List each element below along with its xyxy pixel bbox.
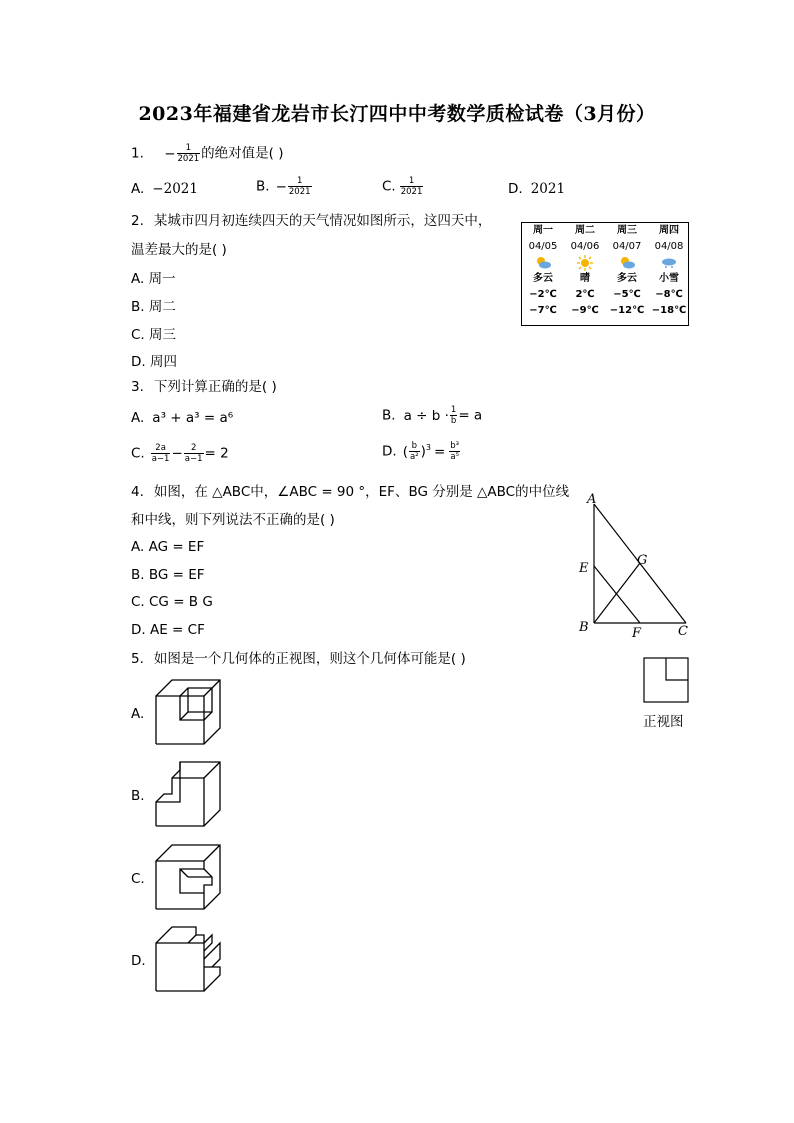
- weather-day-2: 周二 04/06 晴 2℃ −9℃: [564, 223, 606, 319]
- triangle-figure: [574, 490, 696, 640]
- option-c[interactable]: C. $\frac{2a}{a-1}$ − $\frac{2}{a-1}$ = 2: [131, 443, 229, 464]
- option-b[interactable]: B. − $\frac{1}{2021}$: [256, 176, 311, 197]
- weather-day-1: 周一 04/05 多云 −2℃ −7℃: [522, 223, 564, 319]
- front-view-figure: [642, 656, 690, 706]
- point-label-f: F: [632, 626, 642, 640]
- option-b[interactable]: B. 周二: [131, 299, 176, 315]
- question-2-line2: 温差最大的是( ): [131, 242, 227, 258]
- question-2: 2. 某城市四月初连续四天的天气情况如图所示，这四天中，: [131, 213, 492, 229]
- cube-option-d: [154, 925, 224, 995]
- option-c[interactable]: C.: [131, 871, 145, 887]
- sign: −: [164, 145, 176, 162]
- weather-table: [521, 222, 689, 326]
- fraction: $\frac{1}{2021}$: [177, 143, 200, 164]
- option-d[interactable]: D. AE = CF: [131, 622, 205, 638]
- option-a[interactable]: A.: [131, 706, 145, 722]
- sunny-icon: [564, 255, 606, 271]
- option-d[interactable]: D. ( $\frac{b}{\text{a²}}$ )$^3$ = $\frac{\text{b³}}{\text{a⁵}}$: [382, 441, 460, 462]
- front-view-label: 正视图: [643, 714, 684, 730]
- partly-cloudy-icon: [522, 255, 564, 271]
- option-d[interactable]: D.: [131, 953, 146, 969]
- point-label-c: C: [678, 624, 688, 639]
- cube-option-b: [154, 760, 224, 830]
- weather-day-4: 周四 04/08 小雪 −8℃ −18℃: [648, 223, 690, 319]
- partly-cloudy-icon: [606, 255, 648, 271]
- option-a[interactable]: A. 周一: [131, 271, 176, 287]
- point-label-g: G: [637, 553, 648, 568]
- question-5: 5. 如图是一个几何体的正视图，则这个几何体可能是( ): [131, 651, 466, 667]
- page-title: 2023年福建省龙岩市长汀四中中考数学质检试卷（3月份）: [138, 103, 656, 125]
- point-label-b: B: [579, 620, 589, 635]
- point-label-e: E: [579, 561, 589, 576]
- question-number: 1.: [131, 145, 144, 162]
- option-b[interactable]: B. a ÷ b · $\frac{1}{b}$ = a: [382, 405, 483, 426]
- question-4: 4. 如图，在 △ABC中，∠ABC = 90 °，EF、BG 分别是 △ABC的中位线: [131, 484, 570, 500]
- point-label-a: A: [587, 492, 597, 507]
- option-d[interactable]: D. 周四: [131, 354, 177, 370]
- question-stem: 的绝对值是( ): [201, 145, 284, 162]
- cube-option-c: [154, 843, 224, 913]
- option-b[interactable]: B.: [131, 788, 145, 804]
- weather-day-3: 周三 04/07 多云 −5℃ −12℃: [606, 223, 648, 319]
- snow-icon: [648, 255, 690, 271]
- option-c[interactable]: C. CG = B G: [131, 594, 213, 610]
- question-4-line2: 和中线，则下列说法不正确的是( ): [131, 512, 335, 528]
- question-1: [131, 143, 283, 164]
- cube-option-a: [154, 678, 224, 748]
- option-a[interactable]: A. −2021: [131, 181, 198, 197]
- option-b[interactable]: B. BG = EF: [131, 567, 205, 583]
- option-d[interactable]: D. 2021: [508, 181, 566, 197]
- option-a[interactable]: A. a³ + a³ = a⁶: [131, 410, 234, 426]
- option-c[interactable]: C. 周三: [131, 327, 177, 343]
- option-a[interactable]: A. AG = EF: [131, 539, 205, 555]
- option-c[interactable]: C. $\frac{1}{2021}$: [382, 176, 423, 197]
- question-3: 3. 下列计算正确的是( ): [131, 379, 277, 395]
